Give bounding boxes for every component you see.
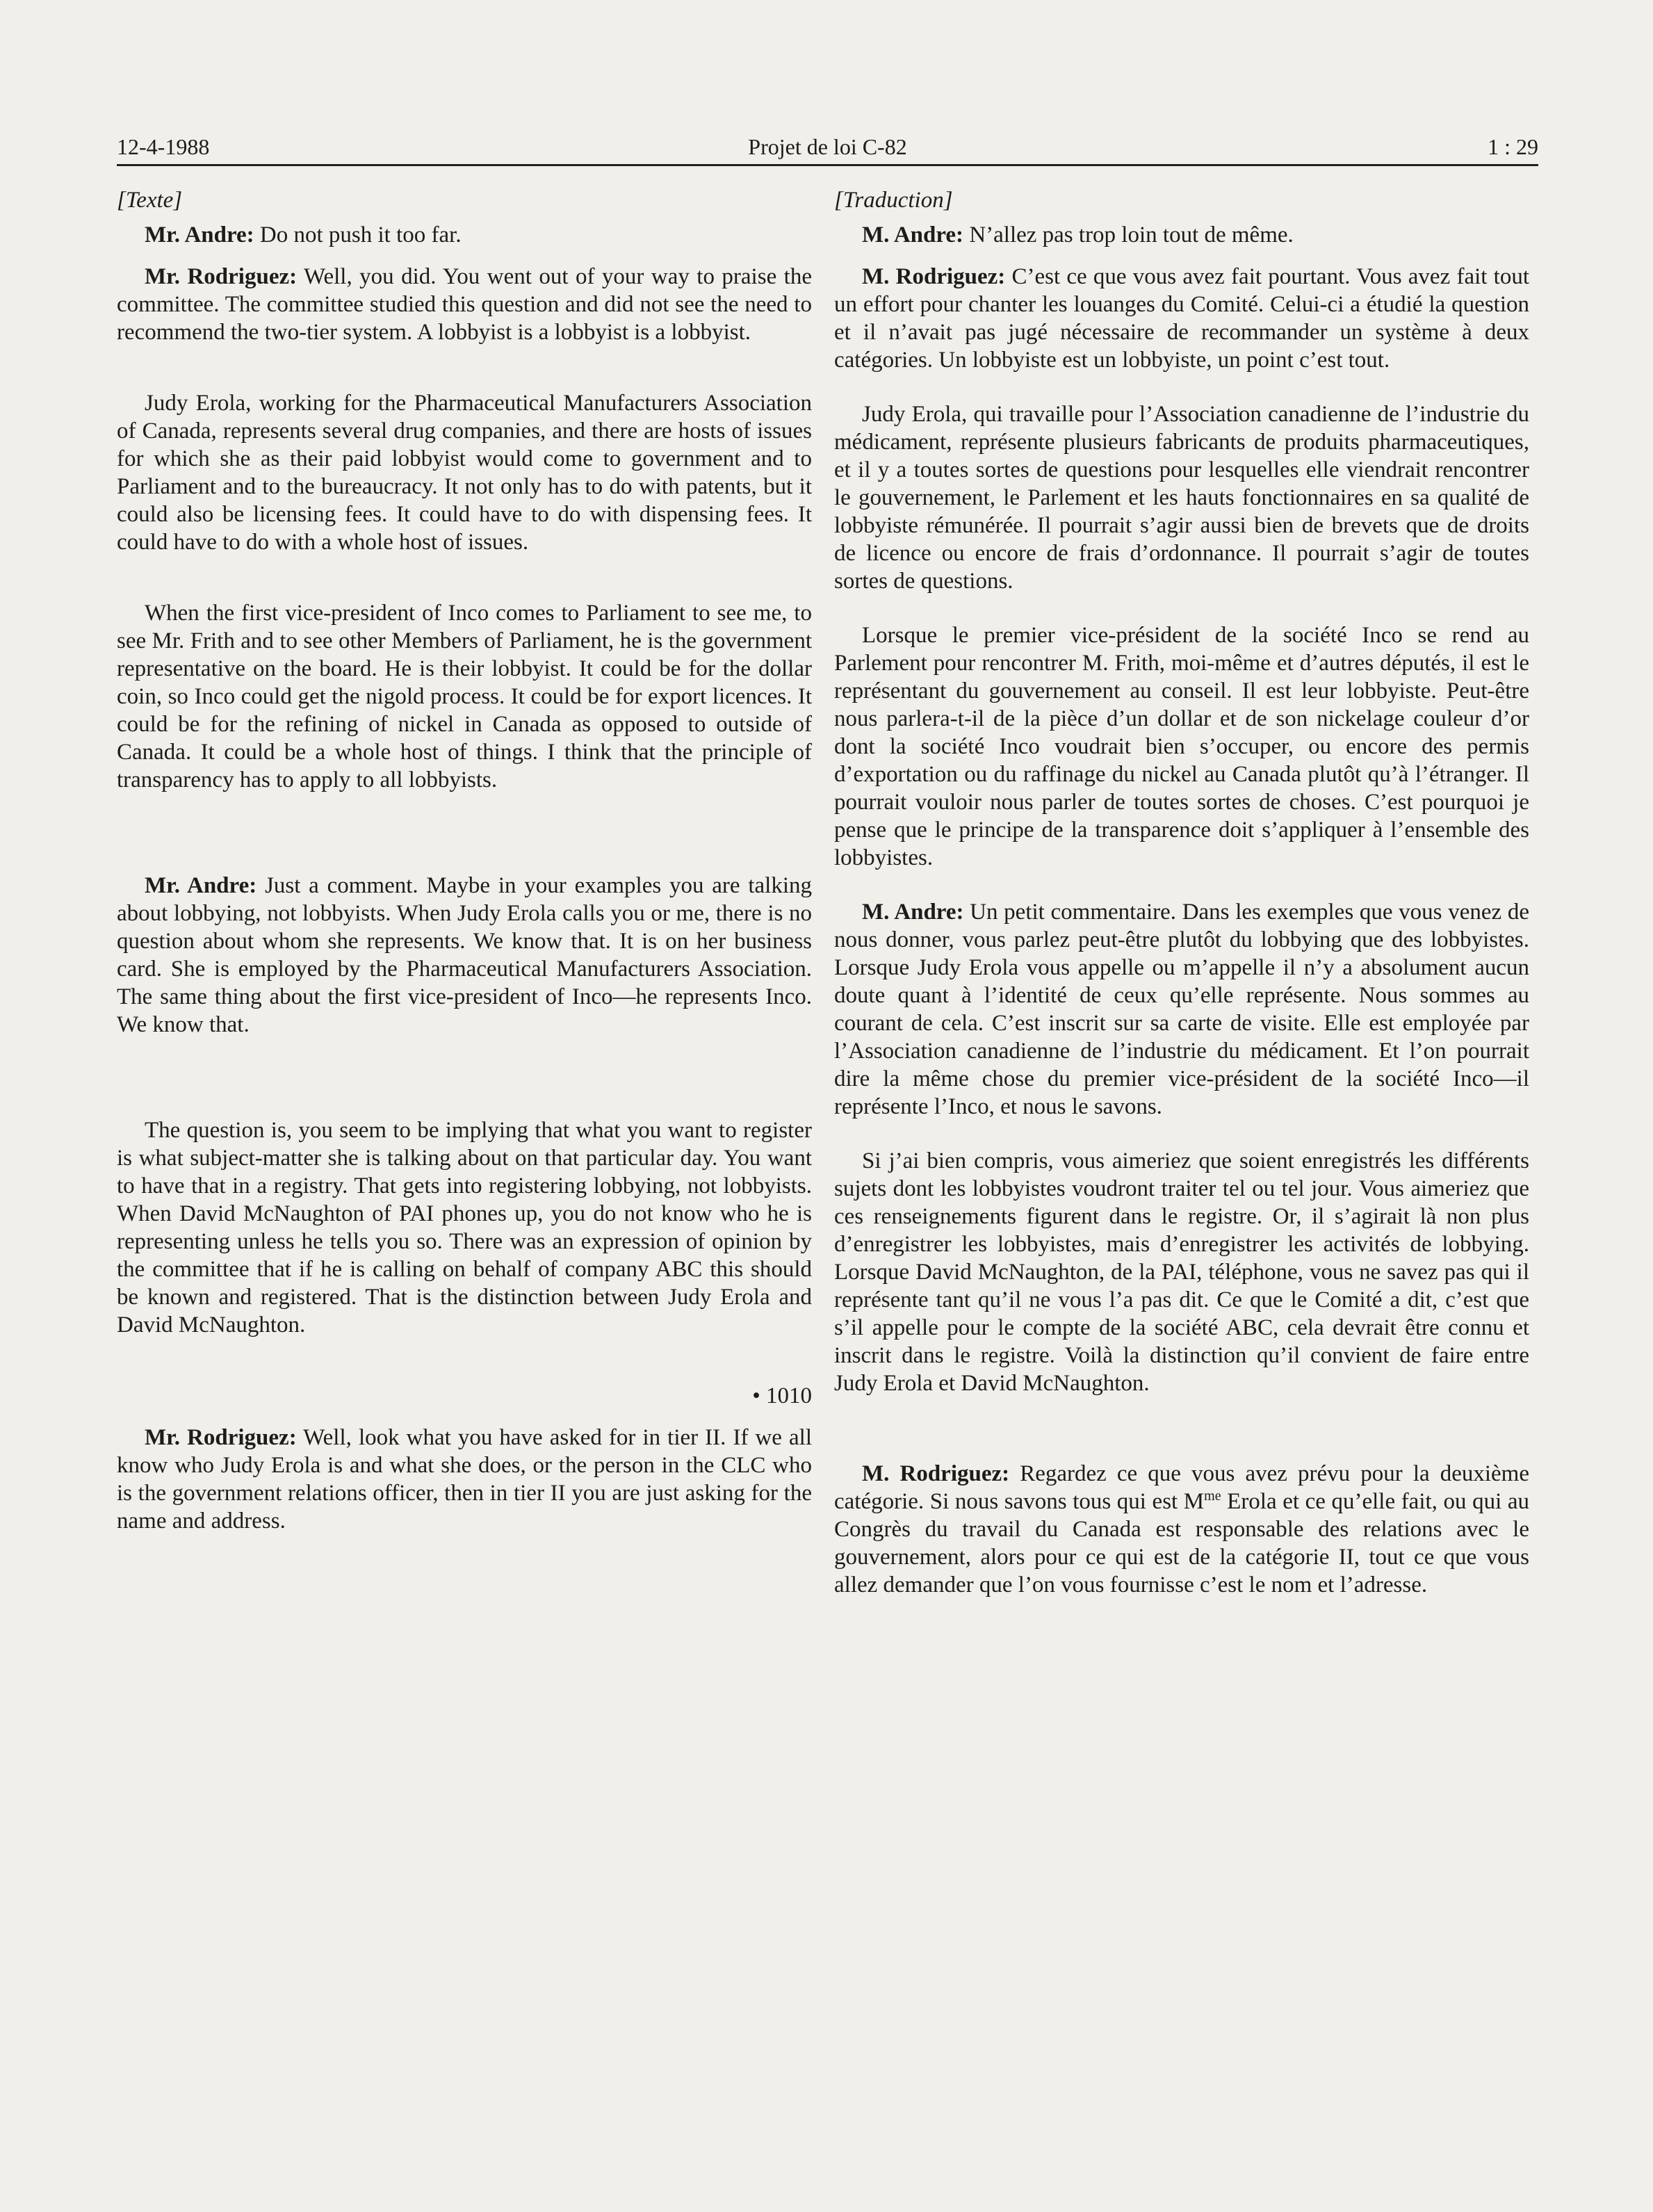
paragraph: When the first vice-president of Inco comes to Parliament to see me, to see Mr. Frith and to see other Members of Parliament, he is the government representative on the board. He is their lobbyist. It could be for the dollar coin, so Inco could get the nigold process. It could be for export licences. It could be for the refining of nickel in Canada as opposed to outside of Canada. It could be a whole host of things. I think that the principle of transparency has to apply to all lobbyists. (117, 601, 812, 792)
superscript: me (1204, 1488, 1221, 1504)
paragraph (117, 872, 812, 1039)
speaker-name: M. Rodriguez: (862, 264, 1006, 289)
speaker-name: Mr. Rodriguez: (145, 264, 298, 289)
speaker-name: M. Rodriguez: (862, 1461, 1010, 1486)
paragraph: Judy Erola, qui travaille pour l’Association canadienne de l’industrie du médicament, représente plusieurs fabricants de produits pharmaceutiques, et il y a toutes sortes de questions pour lesquelles elle viendrait rencontrer le gouvernement, le Parlement et les hauts fonctionnaires en sa qualité de lobbyiste rémunérée. Il pourrait s’agir aussi bien de brevets que de droits de licence ou encore de frais d’ordonnance. Il pourrait s’agir de toutes sortes de questions. (834, 402, 1529, 594)
paragraph (834, 221, 1529, 249)
speech-text: Just a comment. Maybe in your examples you are talking about lobbying, not lobbyists. When Judy Erola calls you or me, there is no question about whom she represents. We know that. It is on her business card. She is employed by the Pharmaceutical Manufacturers Association. The same thing about the first vice-president of Inco—he represents Inco. We know that. (117, 873, 813, 1037)
speech-text: Un petit commentaire. Dans les exemples que vous venez de nous donner, vous parlez peut-être plutôt du lobbying que des lobbyistes. Lorsque Judy Erola vous appelle ou m’appelle il n’y a absolument aucun doute quant à l’identité de ceux qu’elle représente. Nous sommes au courant de cela. C’est inscrit sur sa carte de visite. Elle est employée par l’Association canadienne de l’industrie du médicament. Et l’on pourrait dire la même chose du premier vice-président de la société Inco—il représente l’Inco, et nous le savons. (834, 900, 1529, 1119)
speaker-name: Mr. Andre: (145, 873, 257, 898)
page-header (117, 129, 1538, 166)
paragraph (117, 221, 812, 249)
speech-text: C’est ce que vous avez fait pourtant. Vous avez fait tout un effort pour chanter les louanges du Comité. Celui-ci a étudié la question et il n’avait pas jugé nécessaire de recommander un système à deux catégories. Un lobbyiste est un lobbyiste, un point c’est tout. (834, 264, 1529, 373)
time-marker: • 1010 (752, 1383, 812, 1408)
paragraph: Judy Erola, working for the Pharmaceutical Manufacturers Association of Canada, represents several drug companies, and there are hosts of issues for which she as their paid lobbyist would come to government and to Parliament and to the bureaucracy. It not only has to do with patents, but it could also be licensing fees. It could have to do with dispensing fees. It could have to do with a whole host of issues. (117, 391, 812, 555)
speech-text: Erola et ce qu’elle fait, ou qui au Congrès du travail du Canada est responsable des relations avec le gouvernement, alors pour ce qui est de la catégorie II, tout ce que vous allez demander que l’on vous fournisse c’est le nom et l’adresse. (834, 1489, 1529, 1597)
speaker-name: Mr. Rodriguez: (145, 1425, 297, 1450)
english-column (117, 186, 812, 1561)
header-page-number: 1 : 29 (1488, 134, 1538, 159)
paragraph (834, 263, 1529, 374)
paragraph (117, 1424, 812, 1535)
speaker-name: M. Andre: (862, 222, 964, 247)
paragraph: Lorsque le premier vice-président de la société Inco se rend au Parlement pour rencontrer M. Frith, moi-même et d’autres députés, il est le représentant du gouvernement au conseil. Il est leur lobbyiste. Peut-être nous parlera-t-il de la pièce d’un dollar et de son nickelage couleur d’or dont la société Inco voudrait bien s’occuper, ou encore des permis d’exportation ou du raffinage du nickel au Canada plutôt qu’à l’étranger. Il pourrait vouloir nous parler de toutes sortes de choses. C’est pourquoi je pense que le principe de la transparence doit s’appliquer à l’ensemble des lobbyistes. (834, 623, 1529, 870)
speech-text: Well, look what you have asked for in tier II. If we all know who Judy Erola is and what she does, or the person in the CLC who is the government relations officer, then in tier II you are just asking for the name and address. (117, 1425, 812, 1534)
speech-text: N’allez pas trop loin tout de même. (963, 222, 1294, 247)
speaker-name: Mr. Andre: (145, 222, 254, 247)
header-title: Projet de loi C-82 (748, 134, 907, 159)
paragraph: The question is, you seem to be implying that what you want to register is what subject-matter she is talking about on that particular day. You want to have that in a registry. That gets into registering lobbying, not lobbyists. When David McNaughton of PAI phones up, you do not know who he is representing unless he tells you so. There was an expression of opinion by the committee that if he is calling on behalf of company ABC this should be known and registered. That is the distinction between Judy Erola and David McNaughton. (117, 1118, 812, 1337)
speech-text: Do not push it too far. (254, 222, 462, 247)
paragraph (834, 1460, 1529, 1599)
paragraph: Si j’ai bien compris, vous aimeriez que soient enregistrés les différents sujets dont les lobbyistes voudront traiter tel ou tel jour. Vous aimeriez que ces renseignements figurent dans le registre. Or, il s’agirait là non plus d’enregistrer les lobbyistes, mais d’enregistrer les activités de lobbying. Lorsque David McNaughton, de la PAI, téléphone, vous ne savez pas qui il représente tant qu’il ne vous l’a pas dit. Ce que le Comité a dit, c’est que s’il appelle pour le compte de la société ABC, cela devrait être connu et inscrit dans le registre. Voilà la distinction qu’il convient de faire entre Judy Erola et David McNaughton. (834, 1148, 1529, 1396)
french-column (834, 186, 1529, 1625)
speech-text: Regardez ce que vous avez prévu pour la deuxième catégorie. Si nous savons tous qui est M (834, 1461, 1530, 1514)
section-label-texte: [Texte] (117, 188, 183, 213)
paragraph (834, 898, 1529, 1121)
paragraph (117, 263, 812, 346)
section-label-traduction: [Traduction] (834, 188, 953, 213)
header-date: 12-4-1988 (117, 134, 210, 159)
speaker-name: M. Andre: (862, 900, 964, 925)
speech-text: Well, you did. You went out of your way to praise the committee. The committee studied this question and did not see the need to recommend the two-tier system. A lobbyist is a lobbyist is a lobbyist. (117, 264, 812, 345)
